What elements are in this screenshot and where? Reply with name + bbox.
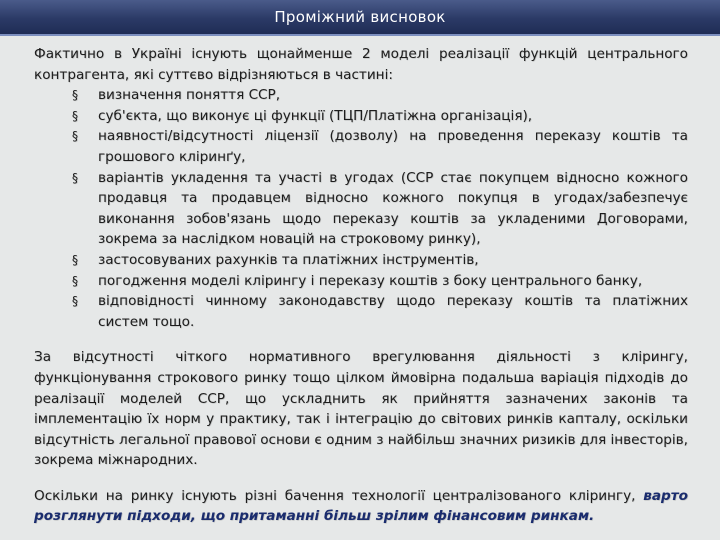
list-item [34, 85, 688, 106]
list-item [34, 271, 688, 292]
bullet-icon: § [72, 252, 78, 267]
conclusion-paragraph [34, 486, 688, 527]
differences-list [34, 85, 688, 332]
list-item-text: відповідності чинному законодавству щодо переказу коштів та платіжних систем тощо. [98, 293, 688, 330]
bullet-icon: § [72, 294, 78, 309]
title-bar [0, 0, 720, 36]
bullet-icon: § [72, 170, 78, 185]
regulation-paragraph: За відсутності чіткого нормативного врегулювання діяльності з клірингу, функціонування строкового ринку тощо цілком ймовірна подальша варіація підходів до реалізації моделей ССР, що ускладнить як прийняття зазначених законів та імплементацію їх норм у практику, так і інтеграцію до світових ринків капталу, оскільки відсутність легальної правової основи є одним з найбільш значних ризиків для інвесторів, зокрема міжнародних. [34, 349, 688, 469]
list-item [34, 126, 688, 167]
list-item-text: варіантів укладення та участі в угодах (ССР стає покупцем відносно кожного продавця та продавцем відносно кожного покупця в угодах/забезпечує виконання зобов'язань щодо переказу коштів за укладеними Договорами, зокрема за наслідком новацій на строковому ринку), [98, 169, 688, 248]
list-item-text: застосовуваних рахунків та платіжних інструментів, [98, 251, 479, 268]
conclusion-text: Оскільки на ринку існують різні бачення технології централізованого клірингу, [34, 487, 644, 504]
intro-paragraph: Фактично в Україні існують щонайменше 2 моделі реалізації функцій центрального контрагента, які суттєво відрізняються в частині: [34, 46, 688, 83]
list-item [34, 250, 688, 271]
list-item [34, 106, 688, 127]
bullet-icon: § [72, 273, 78, 288]
list-item-text: суб'єкта, що виконує ці функції (ТЦП/Платіжна організація), [98, 107, 533, 124]
list-item [34, 168, 688, 250]
list-item [34, 291, 688, 332]
list-item-text: погодження моделі клірингу і переказу коштів з боку центрального банку, [98, 272, 643, 289]
slide-title: Проміжний висновок [274, 8, 446, 26]
list-item-text: наявності/відсутності ліцензії (дозволу) на проведення переказу коштів та грошового кліринґу, [98, 128, 688, 165]
slide-body [34, 44, 688, 527]
bullet-icon: § [72, 108, 78, 123]
bullet-icon: § [72, 129, 78, 144]
list-item-text: визначення поняття ССР, [98, 87, 281, 104]
conclusion-emphasis: варто розглянути підходи, що притаманні більш зрілим фінансовим ринкам. [34, 487, 688, 525]
bullet-icon: § [72, 88, 78, 103]
